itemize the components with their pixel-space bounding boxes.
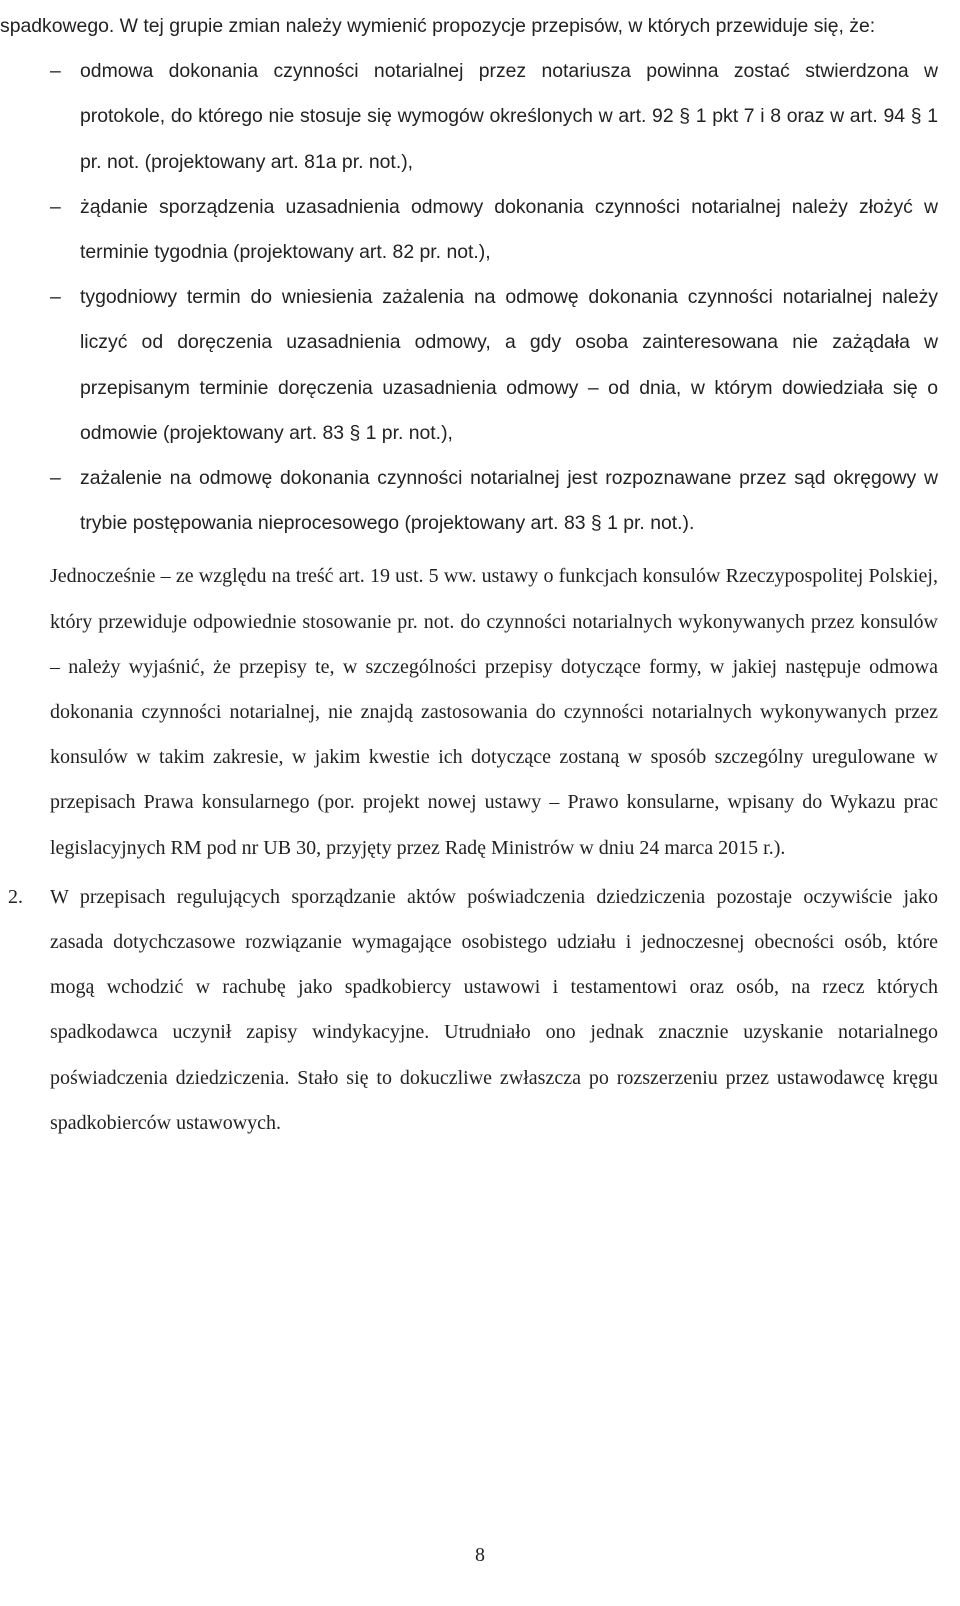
list-item-text: zażalenie na odmowę dokonania czynności notarialnej jest rozpoznawane przez sąd okręgowy w trybie postępowania nieprocesowego (projektowany art. 83 § 1 pr. not.). bbox=[80, 467, 938, 535]
consular-paragraph: Jednocześnie – ze względu na treść art. 19 ust. 5 ww. ustawy o funkcjach konsulów Rzeczypospolitej Polskiej, który przewiduje odpowiednie stosowanie pr. not. do czynności notarialnych wykonywanych przez konsulów – należy wyjaśnić, że przepisy te, w szczególności przepisy dotyczące formy, w jakiej następuje odmowa dokonania czynności notarialnej, nie znajdą zastosowania do czynności notarialnych wykonywanych przez konsulów w takim zakresie, w jakim kwestie ich dotyczące zostaną w sposób szczególny uregulowane w przepisach Prawa konsularnego (por. projekt nowej ustawy – Prawo konsularne, wpisany do Wykazu prac legislacyjnych RM pod nr UB 30, przyjęty przez Radę Ministrów w dniu 24 marca 2015 r.). bbox=[50, 565, 938, 859]
section-2-text: W przepisach regulujących sporządzanie aktów poświadczenia dziedziczenia pozostaje oczywiście jako zasada dotychczasowe rozwiązanie wymagające osobistego udziału i jednoczesnej obecności osób, które mogą wchodzić w rachubę jako spadkobiercy ustawowi i testamentowi oraz osób, na rzecz których spadkodawca uczynił zapisy windykacyjne. Utrudniało ono jednak znacznie uzyskanie notarialnego poświadczenia dziedziczenia. Stało się to dokuczliwe zwłaszcza po rozszerzeniu przez ustawodawcę kręgu spadkobierców ustawowych. bbox=[50, 885, 938, 1134]
list-item-text: tygodniowy termin do wniesienia zażalenia na odmowę dokonania czynności notarialnej należy liczyć od doręczenia uzasadnienia odmowy, a gdy osoba zainteresowana nie zażądała w przepisanym terminie doręczenia uzasadnienia odmowy – od dnia, w którym dowiedziała się o odmowie (projektowany art. 83 § 1 pr. not.), bbox=[80, 286, 938, 444]
page-number: 8 bbox=[475, 1544, 485, 1566]
spacer bbox=[50, 546, 938, 554]
list-item-text: żądanie sporządzenia uzasadnienia odmowy dokonania czynności notarialnej należy złożyć w terminie tygodnia (projektowany art. 82 pr. not.), bbox=[80, 195, 938, 264]
list-dash: – bbox=[50, 195, 61, 218]
change-proposals-list bbox=[50, 49, 938, 546]
list-item bbox=[50, 275, 938, 456]
intro-text: W tej grupie zmian należy wymienić propozycje przepisów, w których przewiduje się, że: bbox=[119, 15, 876, 37]
list-item bbox=[50, 49, 938, 185]
intro-paragraph bbox=[0, 4, 938, 49]
list-item bbox=[50, 185, 938, 275]
section-number: 2. bbox=[8, 885, 23, 908]
list-dash: – bbox=[50, 467, 61, 490]
section-2-paragraph bbox=[8, 875, 938, 1146]
list-dash: – bbox=[50, 286, 61, 309]
list-item bbox=[50, 456, 938, 546]
list-item-text: odmowa dokonania czynności notarialnej przez notariusza powinna zostać stwierdzona w protokole, do którego nie stosuje się wymogów określonych w art. 92 § 1 pkt 7 i 8 oraz w art. 94 § 1 pr. not. (projektowany art. 81a pr. not.), bbox=[80, 60, 938, 173]
list-dash: – bbox=[50, 60, 61, 83]
intro-continuation: spadkowego. bbox=[0, 15, 115, 37]
